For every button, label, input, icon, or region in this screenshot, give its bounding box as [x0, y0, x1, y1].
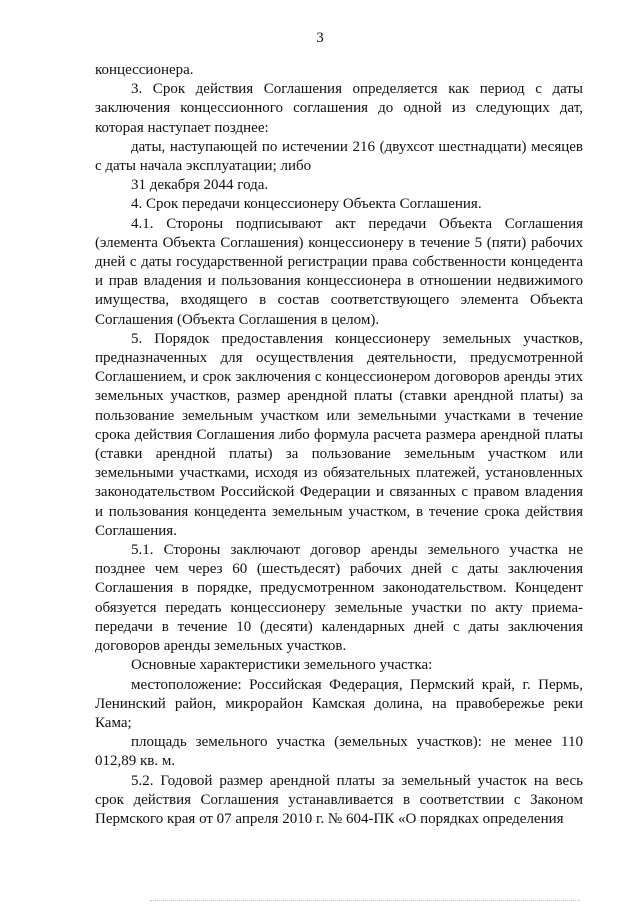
paragraph-land-characteristics: Основные характеристики земельного участка:: [131, 657, 433, 674]
paragraph-land-area: площадь земельного участка (земельных участков): не менее 110 012,89 кв. м.: [95, 734, 583, 770]
paragraph-clause-5-1: 5.1. Стороны заключают договор аренды земельного участка не позднее чем через 60 (шестьдесят) рабочих дней с даты заключения Соглашения в порядке, предусмотренном законодательством. Концедент обязуется передать концессионеру земельные участки по акту приема-передачи в течение 10 (десяти) календарных дней с даты заключения договоров аренды земельных участков.: [95, 542, 583, 655]
paragraph-clause-4-1: 4.1. Стороны подписывают акт передачи Объекта Соглашения (элемента Объекта Соглашения) концессионеру в течение 5 (пяти) рабочих дней с даты государственной регистрации права собственности концедента и прав владения и пользования концессионера в отношении недвижимого имущества, входящего в состав соответствующего элемента Объекта Соглашения (Объекта Соглашения в целом).: [95, 215, 583, 328]
page-bottom-artifact: [150, 900, 580, 901]
paragraph-clause-3-option-b: 31 декабря 2044 года.: [131, 177, 269, 194]
paragraph-continuation: концессионера.: [95, 62, 194, 78]
paragraph-clause-3: 3. Срок действия Соглашения определяется как период с даты заключения концессионного соглашения до одной из следующих дат, которая наступает позднее:: [95, 81, 583, 136]
paragraph-clause-5-2: 5.2. Годовой размер арендной платы за земельный участок на весь срок действия Соглашения устанавливается в соответствии с Законом Пермского края от 07 апреля 2010 г. № 604-ПК «О порядках определения: [95, 772, 583, 827]
page-number: 3: [316, 30, 324, 46]
paragraph-clause-4: 4. Срок передачи концессионеру Объекта Соглашения.: [131, 196, 482, 213]
document-body: [95, 61, 583, 829]
paragraph-clause-3-option-a: даты, наступающей по истечении 216 (двухсот шестнадцати) месяцев с даты начала эксплуатации; либо: [95, 138, 583, 175]
paragraph-land-location: местоположение: Российская Федерация, Пермский край, г. Пермь, Ленинский район, микрорайон Камская долина, на правобережье реки Кама;: [95, 676, 583, 731]
paragraph-clause-5: 5. Порядок предоставления концессионеру земельных участков, предназначенных для осуществления деятельности, предусмотренной Соглашением, и срок заключения с концессионером договоров аренды этих земельных участков, размер арендной платы (ставки арендной платы) за пользование земельным участком или земельными участками в течение срока действия Соглашения либо формула расчета размера арендной платы (ставки арендной платы) за пользование земельным участком или земельными участками, исходя из обязательных платежей, установленных законодательством Российской Федерации и связанных с правом владения и пользования концедента земельным участком, в течение срока действия Соглашения.: [95, 330, 583, 539]
